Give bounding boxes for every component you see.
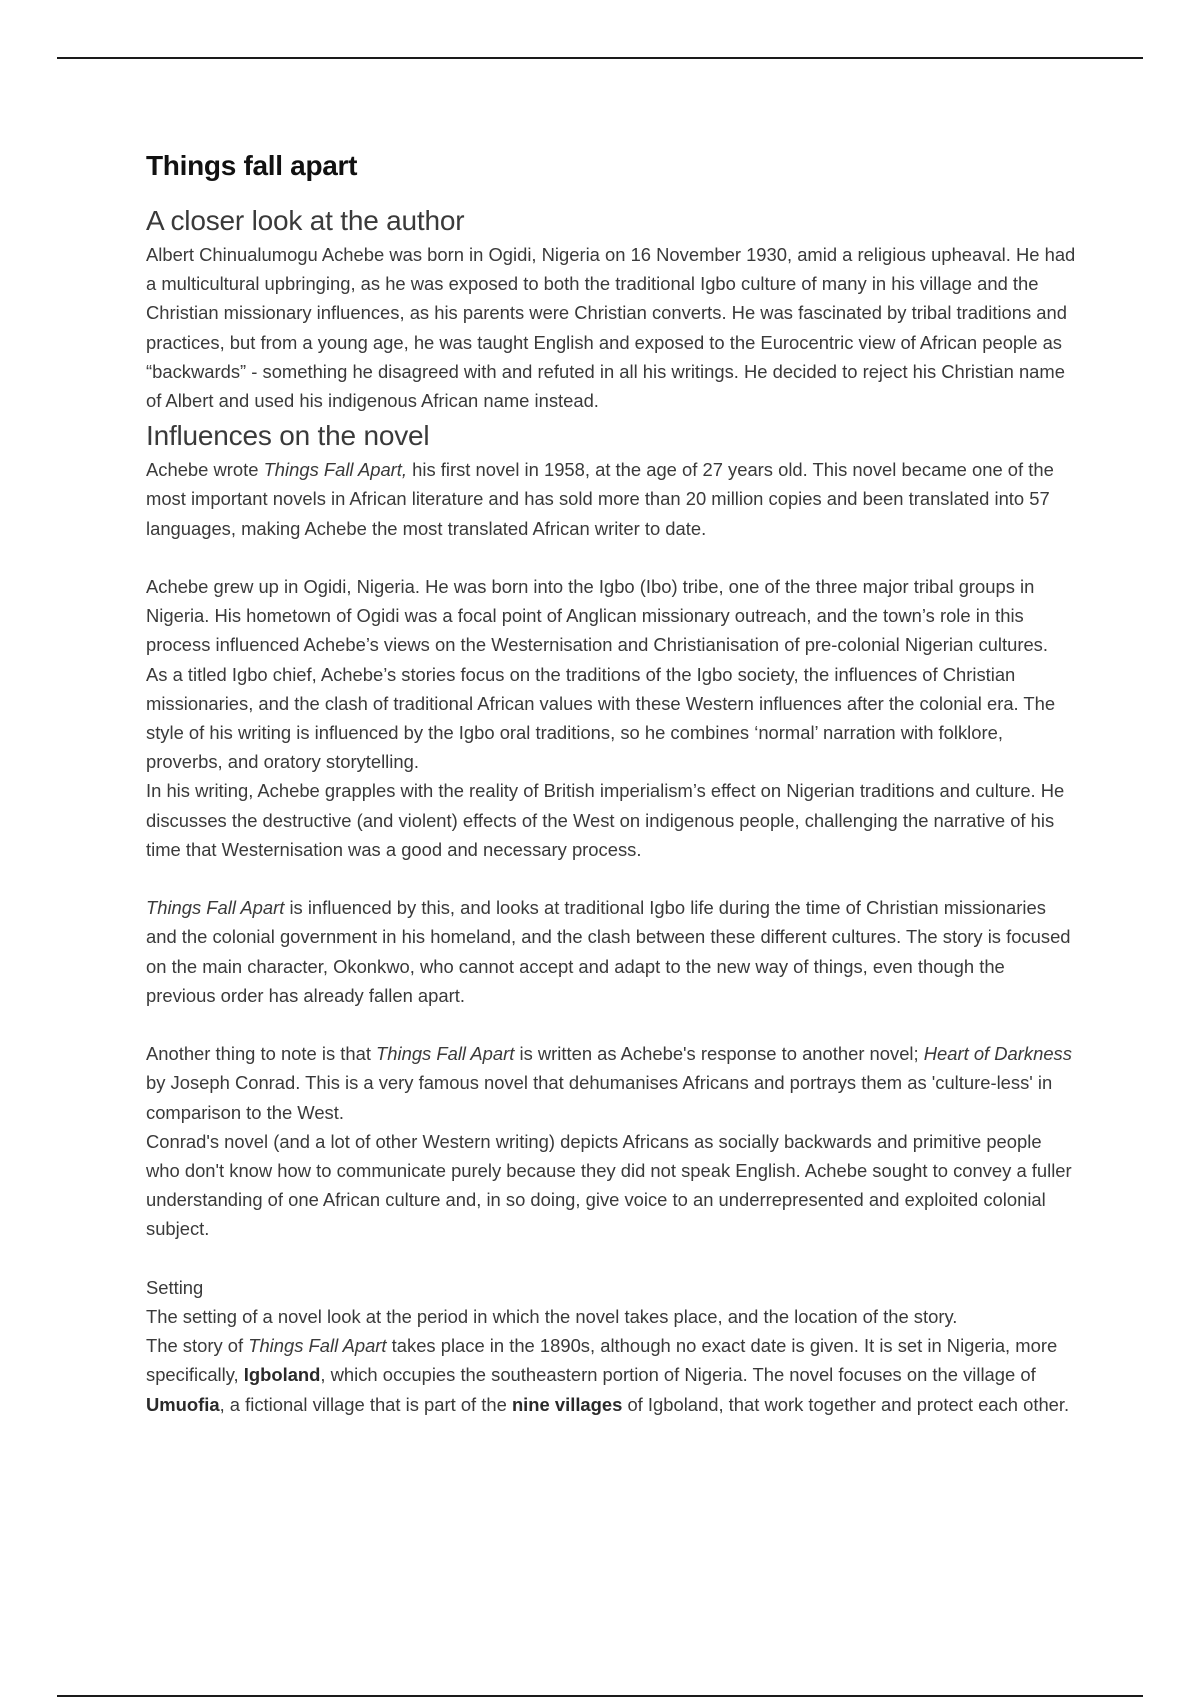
novel-title-italic: Things Fall Apart, <box>263 459 408 481</box>
influences-paragraph-5: Things Fall Apart is influenced by this, and looks at traditional Igbo life during the time of Christian missionaries and the colonial government in his homeland, and the clash between these different cultures. The story is focused on the main character, Okonkwo, who cannot accept and adapt to the new way of things, even though the previous order has already fallen apart. <box>146 897 1071 1006</box>
document-title: Things fall apart <box>146 150 358 181</box>
novel-title-italic: Things Fall Apart <box>376 1043 515 1065</box>
novel-title-italic: Things Fall Apart <box>248 1335 387 1357</box>
influences-paragraph-1: Achebe wrote Things Fall Apart, his first novel in 1958, at the age of 27 years old. This novel became one of the most important novels in African literature and has sold more than 20 million copies and been translated into 57 languages, making Achebe the most translated African writer to date. <box>146 459 1054 539</box>
section-heading-influences: Influences on the novel <box>146 420 430 452</box>
section-heading-author: A closer look at the author <box>146 205 465 236</box>
setting-paragraph-2: The story of Things Fall Apart takes place in the 1890s, although no exact date is given. It is set in Nigeria, more specifically, Igboland, which occupies the southeastern portion of Nigeria. The novel focuses on the village of Umuofia, a fictional village that is part of the nine villages of Igboland, that work together and protect each other. <box>146 1335 1070 1415</box>
document-page <box>146 142 1076 1419</box>
influences-paragraph-6: Another thing to note is that Things Fall Apart is written as Achebe's response to another novel; Heart of Darkness by Joseph Conrad. This is a very famous novel that dehumanises Africans and portrays them as 'culture-less' in comparison to the West. <box>146 1043 1072 1123</box>
umuofia-bold: Umuofia <box>146 1393 220 1415</box>
author-paragraph: Albert Chinualumogu Achebe was born in Ogidi, Nigeria on 16 November 1930, amid a religious upheaval. He had a multicultural upbringing, as he was exposed to both the traditional Igbo culture of many in his village and the Christian missionary influences, as his parents were Christian converts. He was fascinated by tribal traditions and practices, but from a young age, he was taught English and exposed to the Eurocentric view of African people as “backwards” - something he disagreed with and refuted in all his writings. He decided to reject his Christian name of Albert and used his indigenous African name instead. <box>146 244 1076 412</box>
novel-title-italic: Things Fall Apart <box>146 897 285 919</box>
influences-paragraph-3: As a titled Igbo chief, Achebe’s stories focus on the traditions of the Igbo society, the influences of Christian missionaries, and the clash of traditional African values with these Western influences after the colonial era. The style of his writing is influenced by the Igbo oral traditions, so he combines ‘normal’ narration with folklore, proverbs, and oratory storytelling. <box>146 663 1056 773</box>
setting-paragraph-1: The setting of a novel look at the period in which the novel takes place, and the location of the story. <box>146 1306 958 1328</box>
influences-paragraph-7: Conrad's novel (and a lot of other Western writing) depicts Africans as socially backwards and primitive people who don't know how to communicate purely because they did not speak English. Achebe sought to convey a fuller understanding of one African culture and, in so doing, give voice to an underrepresented and exploited colonial subject. <box>146 1130 1072 1240</box>
bottom-rule <box>57 1695 1143 1697</box>
conrad-title-italic: Heart of Darkness <box>923 1043 1072 1065</box>
nine-villages-bold: nine villages <box>511 1393 623 1415</box>
top-rule <box>57 57 1143 59</box>
influences-paragraph-4: In his writing, Achebe grapples with the reality of British imperialism’s effect on Nigerian traditions and culture. He discusses the destructive (and violent) effects of the West on indigenous people, challenging the narrative of his time that Westernisation was a good and necessary process. <box>146 780 1065 860</box>
setting-heading: Setting <box>146 1276 204 1298</box>
igboland-bold: Igboland <box>243 1364 321 1386</box>
influences-paragraph-2: Achebe grew up in Ogidi, Nigeria. He was born into the Igbo (Ibo) tribe, one of the three major tribal groups in Nigeria. His hometown of Ogidi was a focal point of Anglican missionary outreach, and the town’s role in this process influenced Achebe’s views on the Westernisation and Christianisation of pre-colonial Nigerian cultures. <box>146 576 1048 656</box>
